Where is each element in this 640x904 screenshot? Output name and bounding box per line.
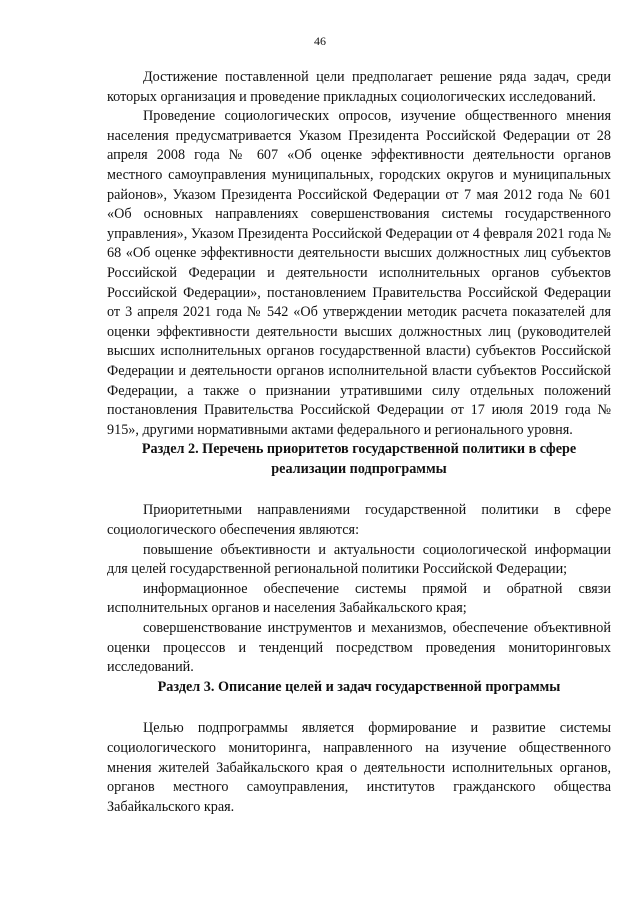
- list-item: информационное обеспечение системы прямой и обратной связи исполнительных органов и населения Забайкальского края;: [107, 580, 611, 617]
- paragraph: Достижение поставленной цели предполагает решение ряда задач, среди которых организация и проведение прикладных социологических исследований.: [107, 69, 611, 105]
- paragraph: Целью подпрограммы является формирование и развитие системы социологического мониторинга, направленного на изучение общественного мнения жителей Забайкальского края о деятельности исполнительных органов, органов местного самоуправления, институтов гражданского общества Забайкальского края.: [107, 720, 611, 815]
- section-2-body: [107, 501, 611, 677]
- paragraph: Приоритетными направлениями государственной политики в сфере социологического обеспечения являются:: [107, 502, 611, 539]
- section-2-heading: Раздел 2. Перечень приоритетов государственной политики в сфере реализации подпрограммы: [141, 441, 577, 477]
- page-number: 46: [314, 34, 326, 48]
- section-3-heading: Раздел 3. Описание целей и задач государственной программы: [157, 678, 561, 695]
- section-3-body: [107, 719, 611, 817]
- list-item: совершенствование инструментов и механизмов, обеспечение объективной оценки процессов и тенденций посредством проведения мониторинговых исследований.: [107, 620, 611, 676]
- paragraph: Проведение социологических опросов, изучение общественного мнения населения предусматривается Указом Президента Российской Федерации от 28 апреля 2008 года № 607 «Об оценке эффективности деятельности органов местного самоуправления муниципальных, городских округов и муниципальных районов», Указом Президента Российской Федерации от 7 мая 2012 года № 601 «Об основных направлениях совершенствования системы государственного управления», Указом Президента Российской Федерации от 4 февраля 2021 года № 68 «Об оценке эффективности деятельности высших должностных лиц субъектов Российской Федерации и деятельности исполнительных органов субъектов Российской Федерации», постановлением Правительства Российской Федерации от 3 апреля 2021 года № 542 «Об утверждении методик расчета показателей для оценки эффективности деятельности высших должностных лиц (руководителей высших исполнительных органов государственной власти) субъектов Российской Федерации и деятельности органов исполнительной власти субъектов Российской Федерации, а также о признании утратившими силу отдельных положений постановления Правительства Российской Федерации от 17 июля 2019 года № 915», другими нормативными актами федерального и регионального уровня.: [107, 108, 611, 438]
- page-content: [107, 68, 611, 817]
- list-item: повышение объективности и актуальности социологической информации для целей государственной региональной политики Российской Федерации;: [107, 541, 611, 578]
